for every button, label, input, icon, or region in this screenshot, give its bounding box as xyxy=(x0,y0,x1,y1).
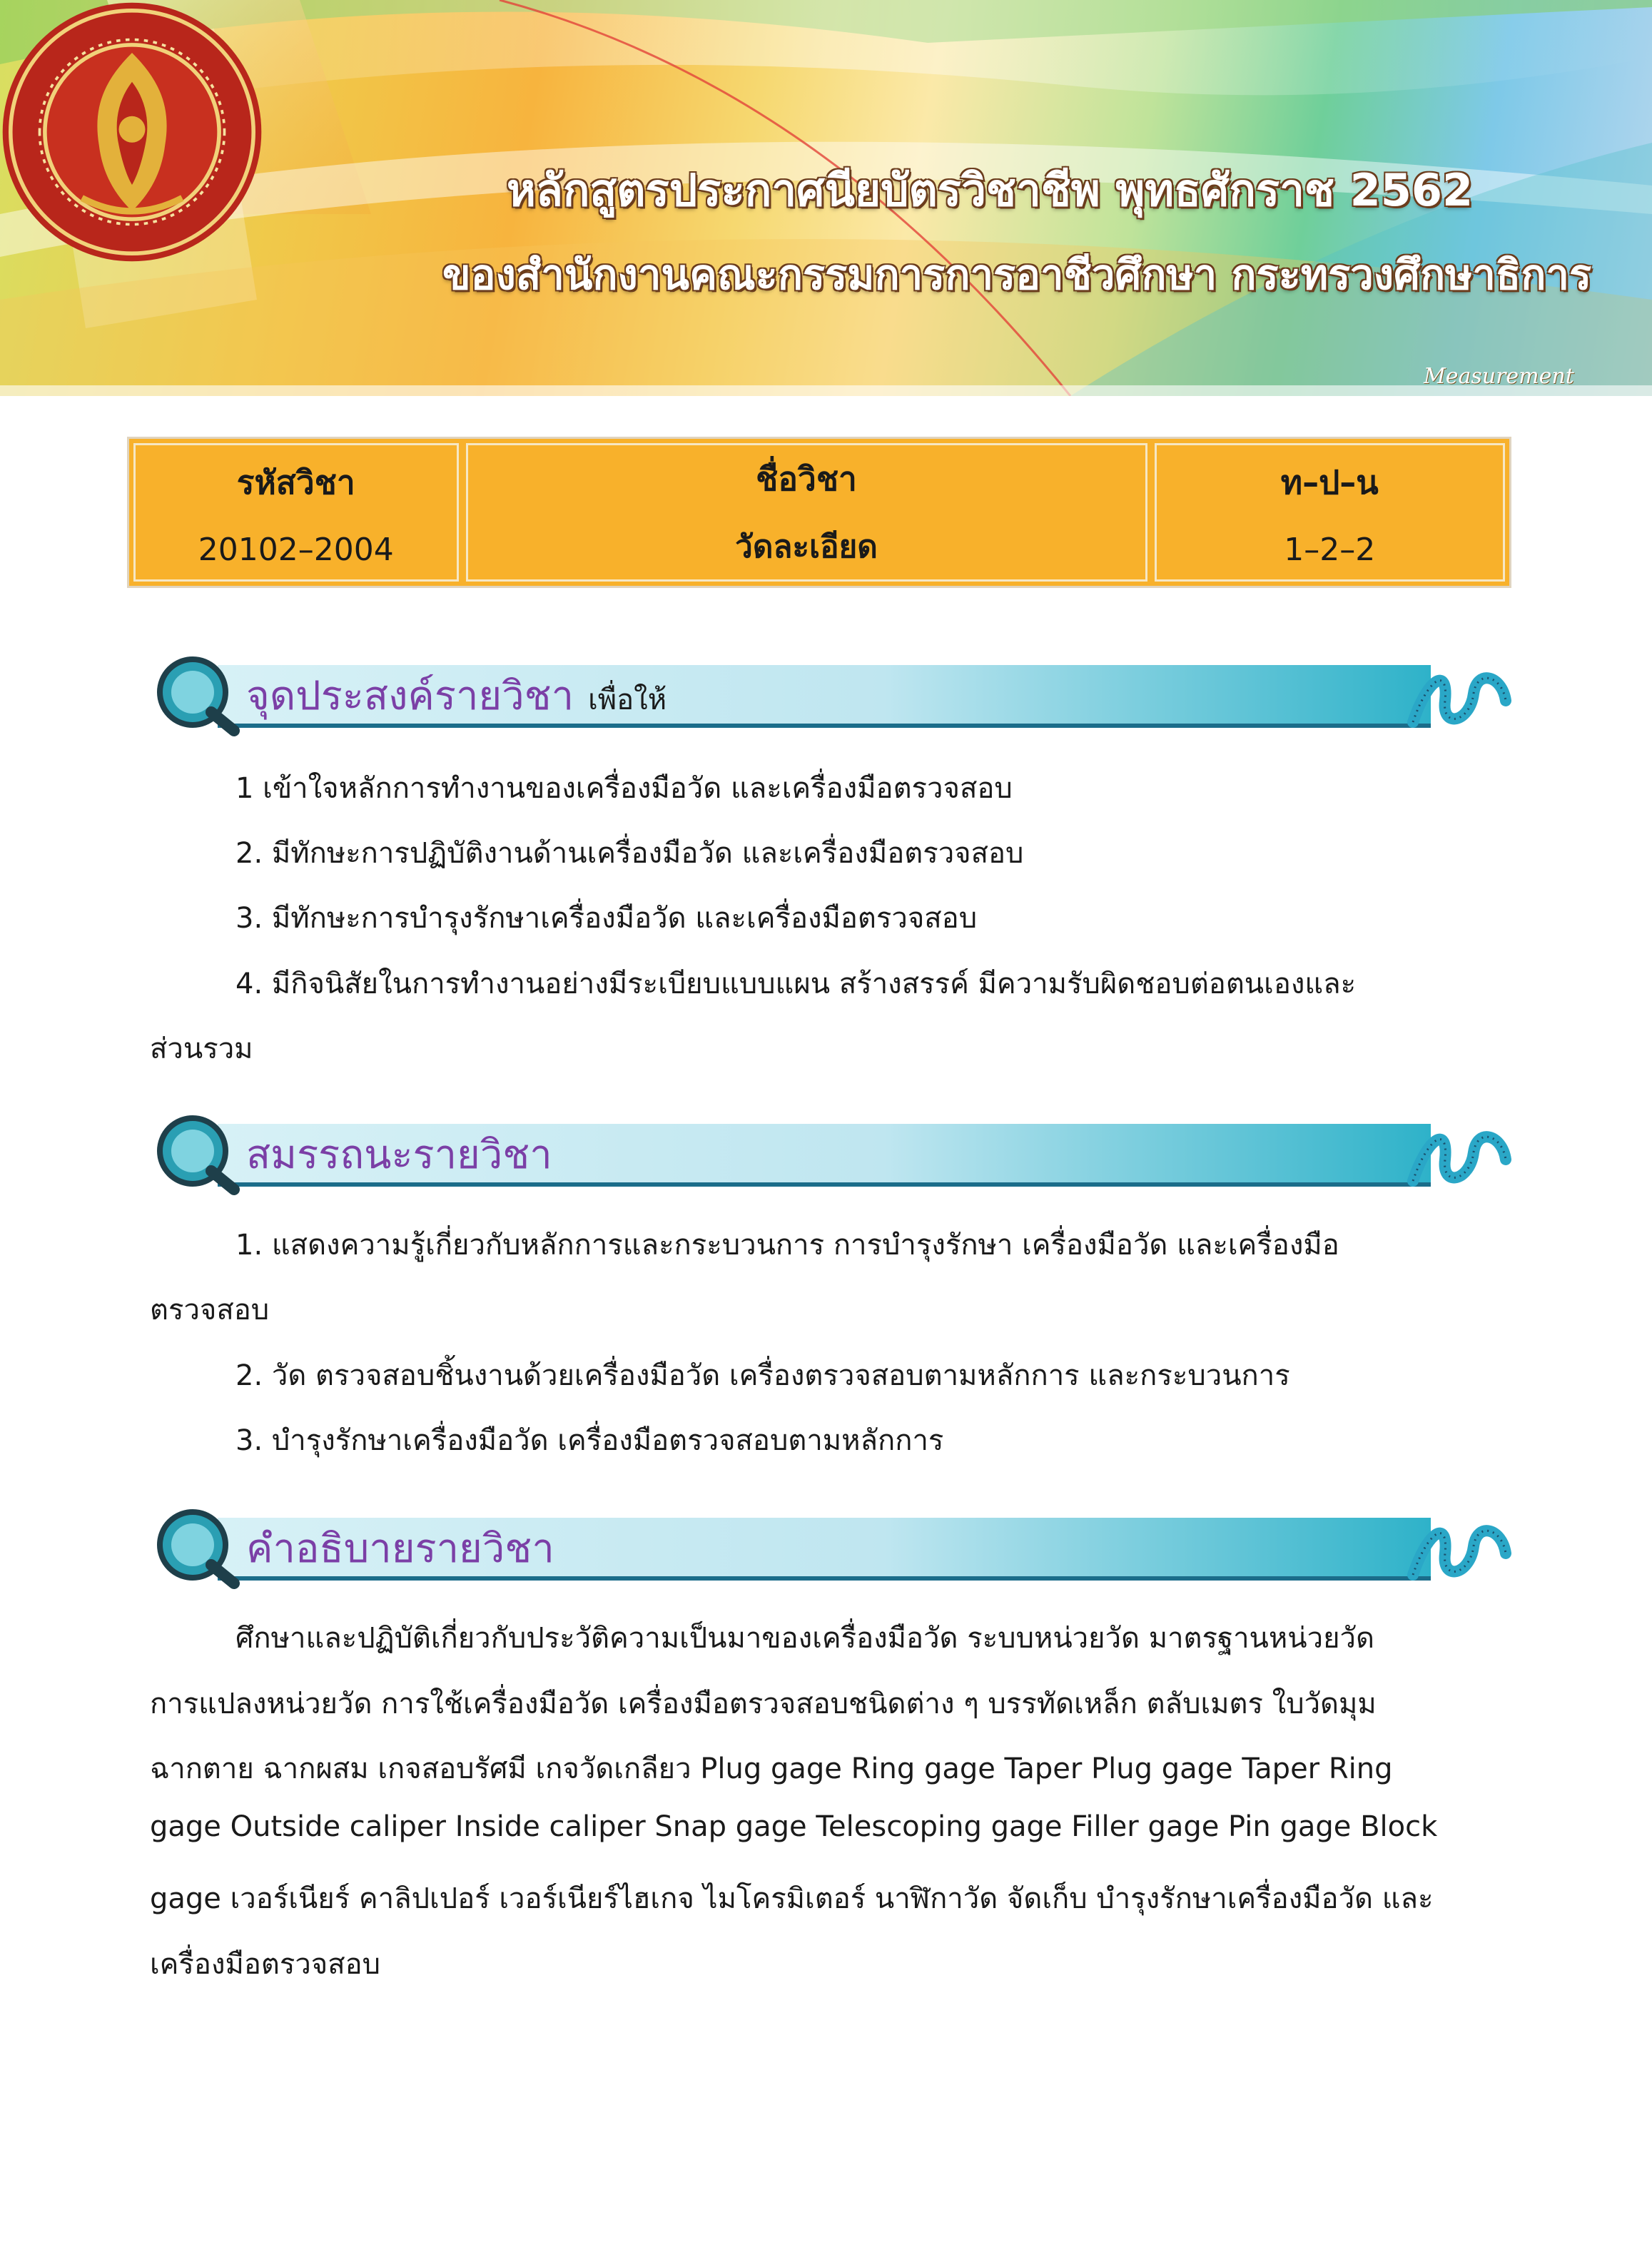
objective-item-4: 4. มีกิจนิสัยในการทำงานอย่างมีระเบียบแบบแผน สร้างสรรค์ มีความรับผิดชอบต่อตนเองและ xyxy=(235,968,1357,1000)
course-credit-label: ท–ป–น xyxy=(1280,463,1379,502)
course-code-cell xyxy=(133,443,459,582)
header-banner xyxy=(0,0,1652,396)
course-name-cell xyxy=(466,443,1147,582)
description-line-5: gage เวอร์เนียร์ คาลิปเปอร์ เวอร์เนียร์ไฮเกจ ไมโครมิเตอร์ นาฬิกาวัด จัดเก็บ บำรุงรักษาเครื่องมือวัด และ xyxy=(150,1882,1434,1915)
objectives-title-text: จุดประสงค์รายวิชา xyxy=(246,673,574,719)
competency-item-1-cont: ตรวจสอบ xyxy=(150,1294,270,1327)
competency-item-3: 3. บำรุงรักษาเครื่องมือวัด เครื่องมือตรวจสอบตามหลักการ xyxy=(235,1424,944,1457)
description-title: คำอธิบายรายวิชา xyxy=(246,1526,554,1572)
course-code-label: รหัสวิชา xyxy=(236,463,355,502)
course-name-value: วัดละเอียด xyxy=(735,528,878,565)
objective-item-4-cont: ส่วนรวม xyxy=(150,1033,253,1065)
measuring-tape-icon xyxy=(1406,1110,1513,1195)
course-credit-value: 1–2–2 xyxy=(1284,532,1376,568)
objectives-header xyxy=(150,651,1506,736)
objective-item-1: 1 เข้าใจหลักการทำงานของเครื่องมือวัด และเครื่องมือตรวจสอบ xyxy=(235,772,1013,805)
competencies-header xyxy=(150,1110,1506,1195)
magnifier-q-icon xyxy=(150,651,243,736)
description-header xyxy=(150,1503,1506,1589)
description-line-1: ศึกษาและปฏิบัติเกี่ยวกับประวัติความเป็นมาของเครื่องมือวัด ระบบหน่วยวัด มาตรฐานหน่วยวัด xyxy=(235,1622,1374,1655)
competency-item-2: 2. วัด ตรวจสอบชิ้นงานด้วยเครื่องมือวัด เครื่องตรวจสอบตามหลักการ และกระบวนการ xyxy=(235,1359,1290,1392)
banner-title-line1: หลักสูตรประกาศนียบัตรวิชาชีพ พุทธศักราช 2562 xyxy=(507,164,1474,216)
magnifier-q-icon xyxy=(150,1110,243,1195)
banner-title-line2: ของสำนักงานคณะกรรมการการอาชีวศึกษา กระทรวงศึกษาธิการ xyxy=(442,250,1592,299)
measuring-tape-icon xyxy=(1406,651,1513,736)
competency-item-1: 1. แสดงความรู้เกี่ยวกับหลักการและกระบวนการ การบำรุงรักษา เครื่องมือวัด และเครื่องมือ xyxy=(235,1229,1339,1262)
competencies-title: สมรรถนะรายวิชา xyxy=(246,1132,552,1178)
objectives-title xyxy=(246,664,667,727)
course-credit-cell xyxy=(1155,443,1505,582)
course-name-label: ชื่อวิชา xyxy=(756,460,857,499)
description-line-3: ฉากตาย ฉากผสม เกจสอบรัศมี เกจวัดเกลียว Plug gage Ring gage Taper Plug gage Taper Ring xyxy=(150,1752,1393,1785)
vocational-seal-icon xyxy=(0,0,264,264)
measuring-tape-icon xyxy=(1406,1503,1513,1589)
objective-item-2: 2. มีทักษะการปฏิบัติงานด้านเครื่องมือวัด และเครื่องมือตรวจสอบ xyxy=(235,837,1024,870)
course-code-value: 20102–2004 xyxy=(198,532,394,568)
objective-item-3: 3. มีทักษะการบำรุงรักษาเครื่องมือวัด และเครื่องมือตรวจสอบ xyxy=(235,902,978,935)
banner-tag: Measurement xyxy=(1424,364,1574,389)
description-line-4: gage Outside caliper Inside caliper Snap gage Telescoping gage Filler gage Pin gage Block xyxy=(150,1810,1438,1843)
description-line-2: การแปลงหน่วยวัด การใช้เครื่องมือวัด เครื่องมือตรวจสอบชนิดต่าง ๆ บรรทัดเหล็ก ตลับเมตร ใบวัดมุม xyxy=(150,1688,1377,1720)
description-line-6: เครื่องมือตรวจสอบ xyxy=(150,1948,381,1981)
objectives-subtitle: เพื่อให้ xyxy=(588,684,667,716)
course-info-table xyxy=(127,437,1511,588)
magnifier-q-icon xyxy=(150,1503,243,1589)
